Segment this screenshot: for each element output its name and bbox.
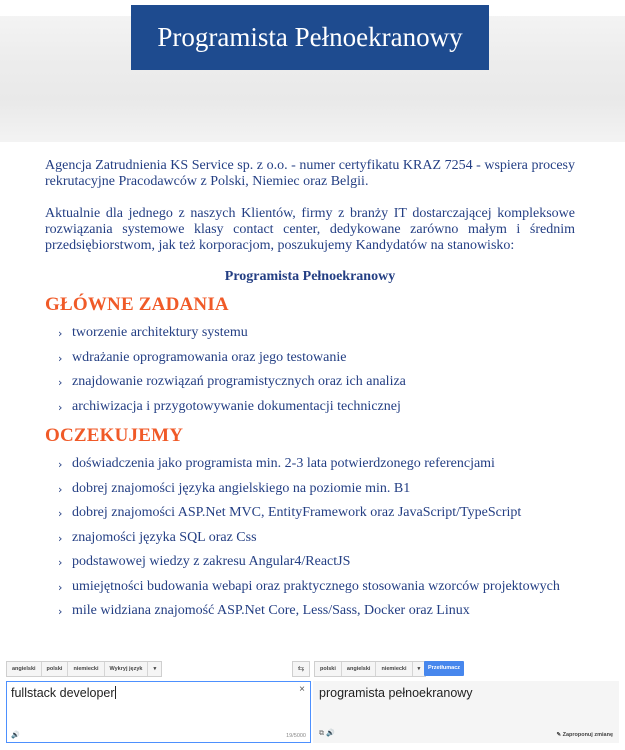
chevron-right-icon: › [58,400,63,414]
speaker-icon[interactable]: 🔊 [11,732,20,739]
char-count: 19/5000 [286,733,306,739]
copy-icon[interactable]: ⧉ [319,730,324,737]
source-textarea[interactable] [6,681,311,743]
list-item: › tworzenie architektury systemu [58,325,248,340]
chevron-right-icon: › [58,507,63,520]
list-item: › umiejętności budowania webapi oraz praktycznego stosowania wzorców projektowych [58,578,560,594]
target-lang-english[interactable]: angielski [342,662,377,676]
list-item: › wdrażanie oprogramowania oraz jego testowanie [58,349,347,365]
speaker-icon[interactable]: 🔊 [325,730,335,737]
chevron-right-icon: › [58,376,63,389]
tasks-heading: GŁÓWNE ZADANIA [45,294,229,315]
chevron-right-icon: › [58,556,63,569]
chevron-right-icon: › [58,458,63,471]
list-item: › znajdowanie rozwiązań programistycznych oraz ich analiza [58,374,406,389]
list-item: › dobrej znajomości języka angielskiego na poziomie min. B1 [58,480,411,496]
target-lang-dropdown[interactable]: ▾ [417,666,421,672]
intro-paragraph: Agencja Zatrudnienia KS Service sp. z o.o. - numer certyfikatu KRAZ 7254 - wspiera procesy rekrutacyjne Pracodawców z Polski, Niemiec oraz Belgii. [45,158,575,189]
translation-output [313,681,619,743]
translator-widget [0,655,625,750]
clear-icon[interactable]: × [299,684,305,695]
target-language-bar [314,661,426,677]
chevron-right-icon: › [58,482,63,496]
list-item: › mile widziana znajomość ASP.Net Core, Less/Sass, Docker oraz Linux [58,603,470,618]
list-item: › doświadczenia jako programista min. 2-3 lata potwierdzonego referencjami [58,456,495,471]
source-text: fullstack developer [11,686,115,700]
chevron-right-icon: › [58,327,63,340]
suggest-edit-button[interactable]: ✎ Zaproponuj zmianę [556,732,613,738]
source-lang-polish[interactable]: polski [42,662,69,676]
expectations-list [45,456,575,628]
source-lang-detect[interactable]: Wykryj język [105,662,149,676]
source-lang-german[interactable]: niemiecki [68,662,104,676]
source-language-bar [6,661,162,677]
chevron-right-icon: › [58,605,63,618]
translated-text: programista pełnoekranowy [319,686,473,700]
list-item: › archiwizacja i przygotowywanie dokumentacji technicznej [58,398,401,414]
source-lang-dropdown[interactable]: ▾ [153,666,157,672]
list-item: › dobrej znajomości ASP.Net MVC, EntityFramework oraz JavaScript/TypeScript [58,505,522,520]
position-title: Programista Pełnoekranowy [224,269,396,284]
text-caret [115,686,116,699]
list-item: › znajomości języka SQL oraz Css [58,529,257,545]
source-lang-english[interactable]: angielski [7,662,42,676]
job-description [45,158,575,628]
target-lang-german[interactable]: niemiecki [376,662,412,676]
pencil-icon: ✎ [556,732,562,738]
chevron-right-icon: › [58,351,63,365]
chevron-right-icon: › [58,531,63,545]
list-item: › podstawowej wiedzy z zakresu Angular4/ReactJS [58,554,351,569]
swap-languages-icon[interactable]: ⇆ [292,661,310,677]
chevron-right-icon: › [58,580,63,594]
expectations-heading: OCZEKUJEMY [45,425,184,446]
target-lang-polish[interactable]: polski [315,662,342,676]
tasks-list [45,325,575,423]
client-paragraph: Aktualnie dla jednego z naszych Klientów, firmy z branży IT dostarczającej kompleksowe rozwiązania systemowe klasy contact center, dedykowane zarówno małym i średnim przedsiębiorstwom, jak też korporacjom, poszukujemy Kandydatów na stanowisko: [45,206,575,253]
page-title: Programista Pełnoekranowy [131,5,489,70]
translate-button[interactable]: Przetłumacz [424,661,464,676]
